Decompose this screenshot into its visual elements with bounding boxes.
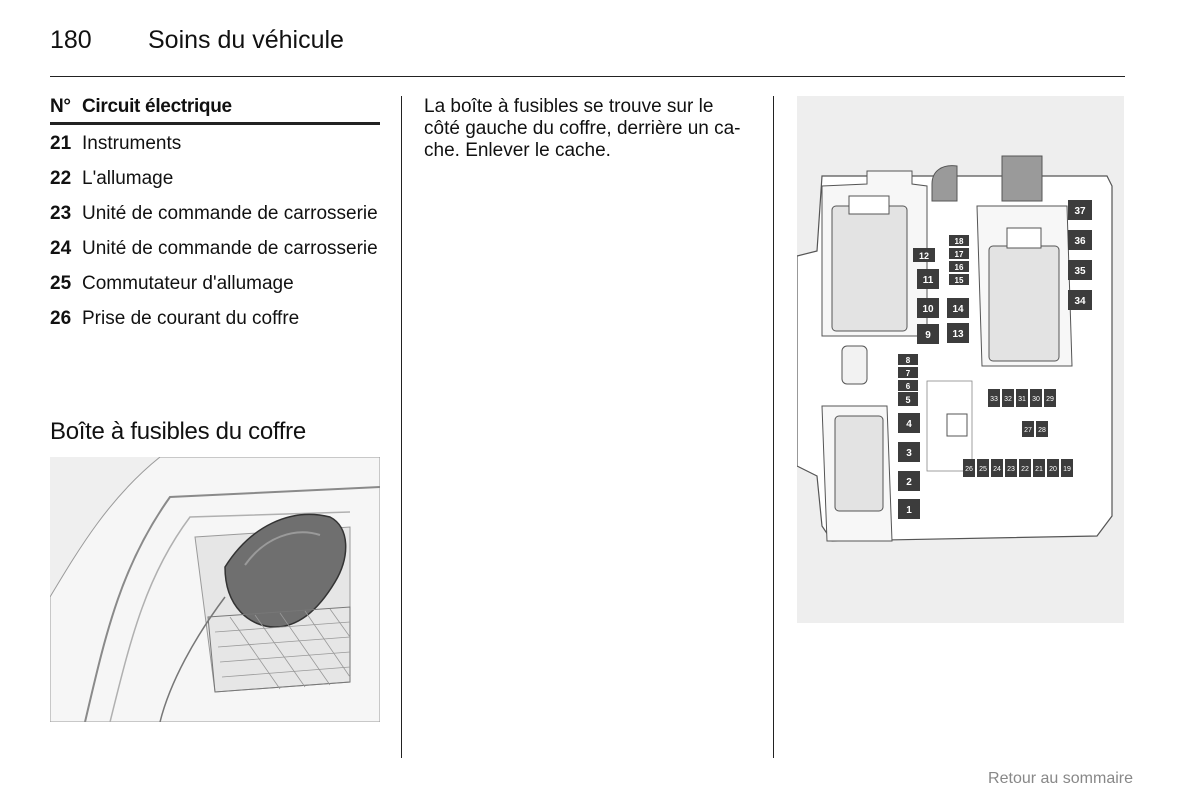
svg-text:21: 21 (1035, 466, 1043, 473)
fuse-label-24 (991, 459, 1003, 477)
fuse-number: 22 (50, 168, 72, 189)
fuse-label-4 (898, 413, 920, 433)
svg-text:28: 28 (1038, 427, 1046, 434)
fuse-label-23 (1005, 459, 1017, 477)
body-text-line: La boîte à fusibles se trouve sur le (424, 96, 714, 117)
svg-text:27: 27 (1024, 427, 1032, 434)
svg-text:19: 19 (1063, 466, 1071, 473)
fuse-label-18 (949, 235, 969, 246)
fuse-label-29 (1044, 389, 1056, 407)
svg-text:35: 35 (1074, 266, 1086, 277)
svg-text:33: 33 (990, 396, 998, 403)
fuse-circuit: Instruments (82, 133, 182, 154)
section-heading: Boîte à fusibles du coffre (50, 418, 306, 445)
fuse-label-36 (1068, 230, 1092, 250)
fuse-label-28 (1036, 421, 1048, 437)
trunk-illustration (50, 457, 380, 722)
fuse-label-10 (917, 298, 939, 318)
svg-text:20: 20 (1049, 466, 1057, 473)
page-number: 180 (50, 26, 92, 54)
svg-text:26: 26 (965, 466, 973, 473)
fuse-table (50, 133, 380, 330)
fuse-label-11 (917, 269, 939, 289)
svg-text:2: 2 (906, 477, 912, 488)
svg-text:30: 30 (1032, 396, 1040, 403)
table-row (50, 203, 380, 225)
page-title: Soins du véhicule (148, 26, 344, 54)
fuse-label-19 (1061, 459, 1073, 477)
fuse-label-5 (898, 392, 918, 406)
fuse-label-1 (898, 499, 920, 519)
fuse-label-33 (988, 389, 1000, 407)
page-header (50, 26, 1125, 77)
svg-text:6: 6 (905, 382, 911, 391)
fuse-label-20 (1047, 459, 1059, 477)
back-to-summary-link[interactable]: Retour au sommaire (988, 770, 1133, 787)
column-header-number: N° (50, 96, 71, 117)
svg-text:36: 36 (1074, 236, 1086, 247)
svg-text:34: 34 (1074, 296, 1086, 307)
fuse-table-header (50, 96, 380, 125)
fuse-circuit: L'allumage (82, 168, 174, 189)
fuse-label-32 (1002, 389, 1014, 407)
fuse-label-27 (1022, 421, 1034, 437)
svg-text:4: 4 (906, 419, 912, 430)
svg-text:1: 1 (906, 505, 912, 516)
svg-text:23: 23 (1007, 466, 1015, 473)
svg-text:15: 15 (954, 276, 964, 285)
middle-column (424, 96, 754, 162)
fuse-number: 25 (50, 273, 72, 294)
fuse-circuit: Unité de commande de carrosserie (82, 238, 378, 259)
table-row (50, 238, 380, 260)
fuse-label-13 (947, 323, 969, 343)
fuse-circuit: Unité de commande de carrosserie (82, 203, 378, 224)
column-header-circuit: Circuit électrique (82, 96, 232, 117)
fuse-label-17 (949, 248, 969, 259)
table-row (50, 133, 380, 155)
svg-text:10: 10 (922, 304, 934, 315)
fuse-label-2 (898, 471, 920, 491)
fuse-label-35 (1068, 260, 1092, 280)
fuse-circuit: Commutateur d'allumage (82, 273, 294, 294)
svg-text:9: 9 (925, 330, 931, 341)
fuse-label-21 (1033, 459, 1045, 477)
svg-text:17: 17 (954, 250, 964, 259)
svg-text:7: 7 (905, 369, 911, 378)
left-column (50, 96, 380, 445)
fuse-label-25 (977, 459, 989, 477)
svg-text:25: 25 (979, 466, 987, 473)
fuse-label-16 (949, 261, 969, 272)
fuse-number: 24 (50, 238, 72, 259)
fuse-label-37 (1068, 200, 1092, 220)
svg-text:29: 29 (1046, 396, 1054, 403)
table-row (50, 308, 380, 330)
fuse-label-14 (947, 298, 969, 318)
fuse-number: 23 (50, 203, 72, 224)
svg-text:37: 37 (1074, 206, 1086, 217)
fuse-label-8 (898, 354, 918, 365)
fuse-label-26 (963, 459, 975, 477)
svg-text:16: 16 (954, 263, 964, 272)
svg-text:18: 18 (954, 237, 964, 246)
svg-text:8: 8 (905, 356, 911, 365)
svg-text:13: 13 (952, 329, 964, 340)
fuse-label-6 (898, 380, 918, 391)
fuse-label-12 (913, 248, 935, 262)
svg-text:14: 14 (952, 304, 964, 315)
fuse-label-7 (898, 367, 918, 378)
svg-text:3: 3 (906, 448, 912, 459)
fuse-label-15 (949, 274, 969, 285)
fuse-circuit: Prise de courant du coffre (82, 308, 300, 329)
fuse-label-9 (917, 324, 939, 344)
fuse-number: 26 (50, 308, 72, 329)
svg-text:12: 12 (918, 251, 930, 261)
svg-text:11: 11 (922, 275, 934, 286)
column-divider (401, 96, 402, 758)
body-text-line: che. Enlever le cache. (424, 140, 611, 161)
svg-text:24: 24 (993, 466, 1001, 473)
fuse-label-31 (1016, 389, 1028, 407)
fuse-label-22 (1019, 459, 1031, 477)
svg-text:22: 22 (1021, 466, 1029, 473)
fuse-label-3 (898, 442, 920, 462)
svg-text:5: 5 (905, 395, 911, 405)
column-divider (773, 96, 774, 758)
fuse-number: 21 (50, 133, 72, 154)
fuse-box-diagram (797, 96, 1124, 623)
table-row (50, 168, 380, 190)
table-row (50, 273, 380, 295)
fuse-label-34 (1068, 290, 1092, 310)
svg-text:31: 31 (1018, 396, 1026, 403)
fuse-label-30 (1030, 389, 1042, 407)
svg-text:32: 32 (1004, 396, 1012, 403)
body-text-line: côté gauche du coffre, derrière un ca- (424, 118, 741, 139)
